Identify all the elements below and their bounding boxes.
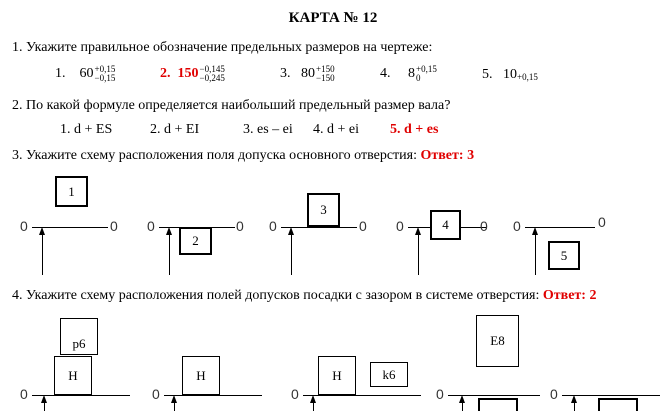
dimension-line <box>418 234 419 275</box>
arrow-up-icon <box>288 227 294 235</box>
arrow-up-icon <box>310 395 316 403</box>
q1-option-3-num: 3. <box>280 66 291 82</box>
dimension-line <box>313 402 314 411</box>
tolerance-box-lower <box>478 398 518 411</box>
zero-label: 0 <box>598 214 606 230</box>
dimension-line <box>535 234 536 275</box>
zero-label: 0 <box>20 386 28 402</box>
tolerance-box-H: H <box>318 356 356 395</box>
zero-label: 0 <box>359 218 367 234</box>
q1-option-1-num: 1. <box>55 66 66 82</box>
q1-option-5-base: 10 <box>503 67 517 82</box>
q1-option-3 <box>280 65 335 83</box>
zero-line <box>303 395 421 396</box>
arrow-up-icon <box>459 395 465 403</box>
question-1-text: 1. Укажите правильное обозначение предельных размеров на чертеже: <box>12 40 433 55</box>
arrow-up-icon <box>39 227 45 235</box>
question-4-text: 4. Укажите схему расположения полей допусков посадки с зазором в системе отверстия: <box>12 288 540 303</box>
card-title: КАРТА № 12 <box>288 10 378 26</box>
q1-option-4-num: 4. <box>380 66 391 82</box>
zero-label: 0 <box>20 218 28 234</box>
tolerance-box-H: H <box>182 356 220 395</box>
zero-label: 0 <box>236 218 244 234</box>
q1-option-2 <box>160 65 225 83</box>
tolerance-box-E8: E8 <box>476 315 519 367</box>
arrow-up-icon <box>571 395 577 403</box>
zero-label: 0 <box>110 218 118 234</box>
zero-label: 0 <box>480 218 488 234</box>
tolerance-box-2: 2 <box>179 227 212 255</box>
dimension-line <box>169 234 170 275</box>
dimension-line <box>44 402 45 411</box>
q1-option-2-upper: −0,145 <box>199 64 225 74</box>
q1-option-2-base: 150 <box>177 66 199 82</box>
zero-label: 0 <box>147 218 155 234</box>
q1-option-5-sub: +0,15 <box>517 72 538 82</box>
tolerance-box-lower <box>598 398 638 411</box>
question-3-text: 3. Укажите схему расположения поля допуска основного отверстия: <box>12 148 417 163</box>
zero-label: 0 <box>436 386 444 402</box>
q1-option-2-lower: −0,245 <box>199 73 225 83</box>
zero-label: 0 <box>152 386 160 402</box>
arrow-up-icon <box>166 227 172 235</box>
dimension-line <box>42 234 43 275</box>
dimension-line <box>291 234 292 275</box>
q1-option-1-lower: −0,15 <box>94 73 116 83</box>
tolerance-box-3: 3 <box>307 193 340 227</box>
dimension-line <box>174 402 175 411</box>
zero-label: 0 <box>513 218 521 234</box>
question-2-text: 2. По какой формуле определяется наибольший предельный размер вала? <box>12 98 451 113</box>
dimension-line <box>462 402 463 411</box>
q2-option-2: 2. d + EI <box>150 122 200 137</box>
q1-option-3-base: 80 <box>301 66 315 82</box>
q1-option-4-lower: 0 <box>416 73 421 83</box>
q1-option-1 <box>55 65 115 83</box>
q1-option-3-lower: −150 <box>316 73 335 83</box>
q1-option-2-num: 2. <box>160 66 171 82</box>
q1-option-5 <box>482 67 538 83</box>
arrow-up-icon <box>41 395 47 403</box>
q1-option-1-base: 60 <box>79 66 94 82</box>
question-4-line <box>12 288 596 304</box>
zero-line <box>164 395 262 396</box>
tolerance-box-k6: k6 <box>370 362 408 387</box>
q1-option-5-num: 5. <box>482 67 493 82</box>
q1-option-4-base: 8 <box>408 66 415 82</box>
tolerance-box-H: H <box>54 356 92 395</box>
q1-option-1-upper: +0,15 <box>94 64 116 74</box>
question-4-answer: Ответ: 2 <box>542 288 597 303</box>
tolerance-box-5: 5 <box>548 241 580 270</box>
q1-option-4-upper: +0,15 <box>416 64 437 74</box>
q2-option-5: 5. d + es <box>390 122 439 137</box>
q1-option-3-upper: +150 <box>316 64 335 74</box>
tolerance-box-4: 4 <box>430 210 461 240</box>
q1-option-4 <box>380 65 437 83</box>
tolerance-box-p6: p6 <box>60 318 98 355</box>
arrow-up-icon <box>415 227 421 235</box>
q2-option-1: 1. d + ES <box>60 122 113 137</box>
arrow-up-icon <box>532 227 538 235</box>
q2-option-3: 3. es – ei <box>243 122 293 137</box>
zero-label: 0 <box>291 386 299 402</box>
q2-option-4: 4. d + ei <box>313 122 359 137</box>
question-3-answer: Ответ: 3 <box>420 148 475 163</box>
dimension-line <box>574 402 575 411</box>
zero-label: 0 <box>550 386 558 402</box>
zero-label: 0 <box>269 218 277 234</box>
question-3-line <box>12 148 474 164</box>
arrow-up-icon <box>171 395 177 403</box>
tolerance-box-1: 1 <box>55 176 88 207</box>
zero-label: 0 <box>396 218 404 234</box>
